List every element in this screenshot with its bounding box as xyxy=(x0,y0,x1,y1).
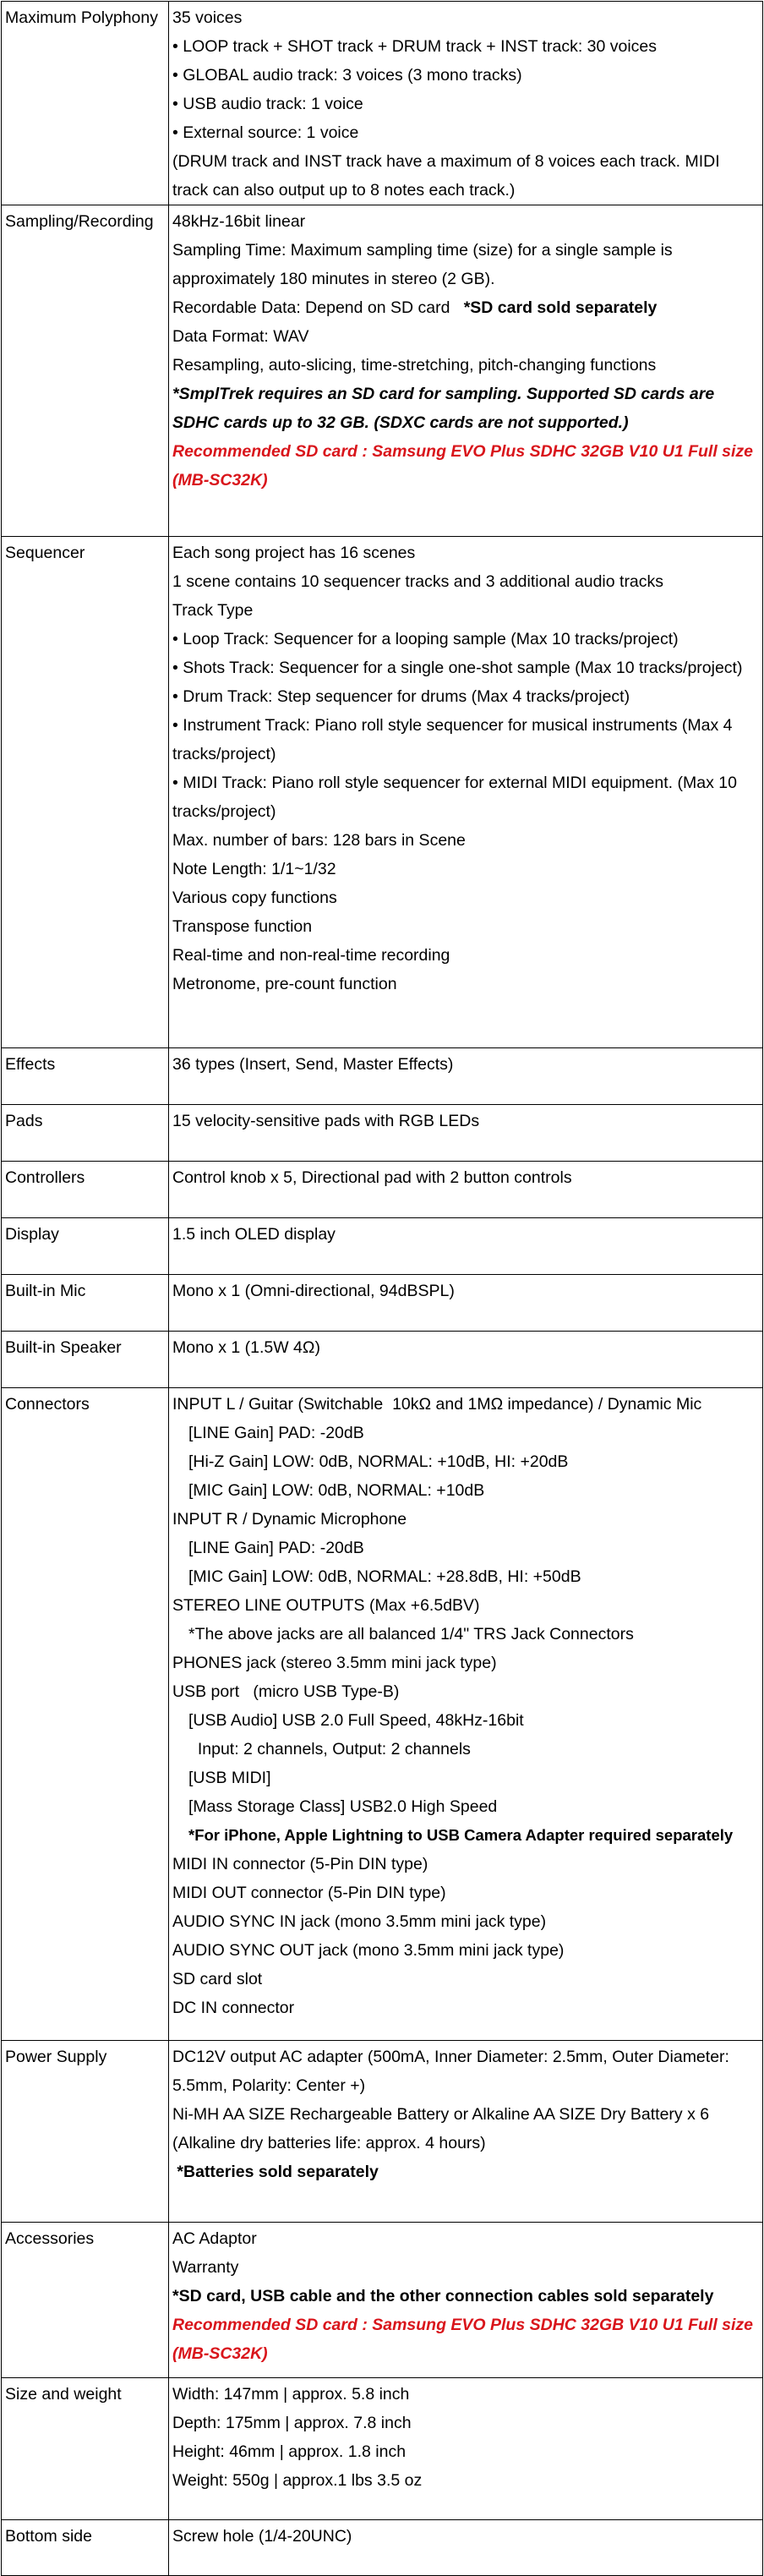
spec-value xyxy=(169,2223,763,2378)
spec-line-text: 1.5 inch OLED display xyxy=(172,1225,336,1244)
spec-line xyxy=(172,2437,759,2466)
spec-label: Built-in Speaker xyxy=(2,1332,169,1388)
spec-line xyxy=(172,322,759,351)
spec-line xyxy=(172,1447,759,1476)
spec-line xyxy=(172,1562,759,1591)
spec-label: Sequencer xyxy=(2,537,169,1048)
spec-row xyxy=(2,1388,763,2041)
spec-line xyxy=(172,2380,759,2409)
spec-line-text: MIDI OUT connector (5-Pin DIN type) xyxy=(172,1884,446,1902)
spec-line xyxy=(172,1107,759,1135)
spec-line xyxy=(172,1649,759,1677)
spec-line-text: [MIC Gain] LOW: 0dB, NORMAL: +10dB xyxy=(188,1481,485,1500)
spec-line xyxy=(172,147,759,205)
spec-line xyxy=(172,3,759,32)
spec-line xyxy=(172,90,759,118)
spec-row xyxy=(2,1332,763,1388)
spec-line-text: AUDIO SYNC IN jack (mono 3.5mm mini jack type) xyxy=(172,1912,547,1931)
spec-line-text: Input: 2 channels, Output: 2 channels xyxy=(188,1740,471,1758)
spec-line-text: Transpose function xyxy=(172,917,313,936)
spec-line xyxy=(172,2311,759,2368)
spec-line-text: [LINE Gain] PAD: -20dB xyxy=(188,1539,364,1557)
spec-line-text: • MIDI Track: Piano roll style sequencer for external MIDI equipment. (Max 10 tracks/project) xyxy=(172,774,742,821)
spec-line xyxy=(172,1764,759,1792)
spec-line xyxy=(172,912,759,941)
spec-label: Display xyxy=(2,1218,169,1275)
spec-line xyxy=(172,1163,759,1192)
spec-line-text: USB port (micro USB Type-B) xyxy=(172,1682,400,1701)
spec-value xyxy=(169,1048,763,1105)
spec-line-text: • GLOBAL audio track: 3 voices (3 mono tracks) xyxy=(172,66,522,85)
spec-value xyxy=(169,205,763,537)
spec-line xyxy=(172,2466,759,2495)
spec-line-text: Height: 46mm | approx. 1.8 inch xyxy=(172,2442,407,2461)
spec-line xyxy=(172,1821,759,1850)
spec-line xyxy=(172,625,759,654)
spec-line-text: *SD card, USB cable and the other connection cables sold separately xyxy=(172,2287,714,2305)
spec-line xyxy=(172,855,759,883)
spec-line-text: • Loop Track: Sequencer for a looping sample (Max 10 tracks/project) xyxy=(172,630,679,648)
spec-line-text: AUDIO SYNC OUT jack (mono 3.5mm mini jack type) xyxy=(172,1941,565,1960)
spec-line-text: 48kHz-16bit linear xyxy=(172,212,306,231)
spec-line-text: 15 velocity-sensitive pads with RGB LEDs xyxy=(172,1112,480,1130)
spec-row xyxy=(2,1105,763,1162)
spec-line xyxy=(172,1879,759,1907)
spec-line xyxy=(172,711,759,768)
spec-value xyxy=(169,1275,763,1332)
spec-label: Connectors xyxy=(2,1388,169,2041)
spec-line-text: (Alkaline dry batteries life: approx. 4 hours) xyxy=(172,2134,486,2152)
spec-line xyxy=(172,1936,759,1965)
spec-line xyxy=(172,2043,759,2100)
spec-line-text: *The above jacks are all balanced 1/4" TRS Jack Connectors xyxy=(188,1625,634,1643)
spec-line-text: *For iPhone, Apple Lightning to USB Camera Adapter required separately xyxy=(188,1826,734,1844)
spec-line-text: • Drum Track: Step sequencer for drums (Max 4 tracks/project) xyxy=(172,687,630,706)
spec-line xyxy=(172,1620,759,1649)
spec-line-text: • External source: 1 voice xyxy=(172,123,359,142)
spec-line-text: Width: 147mm | approx. 5.8 inch xyxy=(172,2385,410,2404)
spec-line xyxy=(172,1476,759,1505)
spec-line-text: Note Length: 1/1~1/32 xyxy=(172,860,336,878)
spec-line xyxy=(172,2409,759,2437)
spec-line-text: Max. number of bars: 128 bars in Scene xyxy=(172,831,466,850)
spec-line-text: Metronome, pre-count function xyxy=(172,975,397,993)
spec-line xyxy=(172,351,759,380)
spec-value xyxy=(169,1332,763,1388)
spec-line xyxy=(172,883,759,912)
spec-line xyxy=(172,1994,759,2022)
spec-line xyxy=(172,970,759,998)
spec-label: Controllers xyxy=(2,1162,169,1218)
spec-row xyxy=(2,1275,763,1332)
spec-line-text: SD card slot xyxy=(172,1970,263,1988)
spec-row xyxy=(2,2223,763,2378)
spec-line-text: Each song project has 16 scenes xyxy=(172,544,416,562)
spec-line-text: Sampling Time: Maximum sampling time (size) for a single sample is approximately 180 minutes in stereo (2 GB). xyxy=(172,241,678,288)
spec-line-text: Track Type xyxy=(172,601,254,620)
spec-line xyxy=(172,1907,759,1936)
spec-line xyxy=(172,682,759,711)
spec-value xyxy=(169,537,763,1048)
spec-line xyxy=(172,1792,759,1821)
spec-line-text: INPUT L / Guitar (Switchable 10kΩ and 1MΩ impedance) / Dynamic Mic xyxy=(172,1395,702,1414)
spec-value xyxy=(169,2378,763,2520)
spec-line-text: [LINE Gain] PAD: -20dB xyxy=(188,1424,364,1442)
spec-line-text: [USB MIDI] xyxy=(188,1769,271,1787)
spec-line xyxy=(172,207,759,236)
spec-line xyxy=(172,2158,759,2186)
spec-label: Pads xyxy=(2,1105,169,1162)
spec-line-text: Resampling, auto-slicing, time-stretching, pitch-changing functions xyxy=(172,356,657,375)
spec-row xyxy=(2,205,763,537)
spec-line xyxy=(172,654,759,682)
spec-line-text: • Shots Track: Sequencer for a single one-shot sample (Max 10 tracks/project) xyxy=(172,659,743,677)
spec-line-text: DC12V output AC adapter (500mA, Inner Diameter: 2.5mm, Outer Diameter: 5.5mm, Polarity: Center +) xyxy=(172,2048,734,2095)
spec-line-text: *Batteries sold separately xyxy=(172,2163,379,2181)
spec-line xyxy=(172,1050,759,1079)
spec-line xyxy=(172,768,759,826)
spec-line-text: 36 types (Insert, Send, Master Effects) xyxy=(172,1055,454,1074)
spec-label: Maximum Polyphony xyxy=(2,2,169,205)
spec-line-text: AC Adaptor xyxy=(172,2229,257,2248)
spec-label: Effects xyxy=(2,1048,169,1105)
spec-value xyxy=(169,1388,763,2041)
spec-line xyxy=(172,1333,759,1362)
spec-line xyxy=(172,941,759,970)
spec-row xyxy=(2,2041,763,2223)
spec-value xyxy=(169,2041,763,2223)
spec-line-text: [MIC Gain] LOW: 0dB, NORMAL: +28.8dB, HI: +50dB xyxy=(188,1567,581,1586)
spec-line xyxy=(172,1505,759,1534)
spec-value xyxy=(169,1105,763,1162)
spec-line xyxy=(172,2129,759,2158)
spec-line-text: [Mass Storage Class] USB2.0 High Speed xyxy=(188,1797,498,1816)
spec-line xyxy=(172,1591,759,1620)
spec-line-text: [USB Audio] USB 2.0 Full Speed, 48kHz-16bit xyxy=(188,1711,524,1730)
spec-line-text: Mono x 1 (Omni-directional, 94dBSPL) xyxy=(172,1282,455,1300)
spec-line xyxy=(172,826,759,855)
spec-row xyxy=(2,1218,763,1275)
spec-line xyxy=(172,567,759,596)
spec-line-text: [Hi-Z Gain] LOW: 0dB, NORMAL: +10dB, HI: +20dB xyxy=(188,1452,569,1471)
spec-line-text: MIDI IN connector (5-Pin DIN type) xyxy=(172,1855,428,1873)
spec-value xyxy=(169,1162,763,1218)
spec-line-text: • Instrument Track: Piano roll style sequencer for musical instruments (Max 4 tracks/project) xyxy=(172,716,737,763)
spec-line-text: STEREO LINE OUTPUTS (Max +6.5dBV) xyxy=(172,1596,480,1615)
spec-row xyxy=(2,537,763,1048)
spec-row xyxy=(2,1048,763,1105)
spec-line-text: (DRUM track and INST track have a maximum of 8 voices each track. MIDI track can also output up to 8 notes each track.) xyxy=(172,152,725,200)
spec-value xyxy=(169,1218,763,1275)
spec-line xyxy=(172,596,759,625)
spec-row xyxy=(2,1162,763,1218)
spec-line xyxy=(172,1850,759,1879)
spec-line xyxy=(172,539,759,567)
spec-line xyxy=(172,1965,759,1994)
spec-label: Built-in Mic xyxy=(2,1275,169,1332)
spec-line-text: *SmplTrek requires an SD card for sampling. Supported SD cards are SDHC cards up to 32 GB. (SDXC cards are not supported.) xyxy=(172,385,719,432)
spec-line-text: Screw hole (1/4-20UNC) xyxy=(172,2527,352,2546)
spec-line xyxy=(172,1419,759,1447)
spec-line xyxy=(172,1277,759,1305)
spec-line xyxy=(172,2522,759,2551)
spec-line xyxy=(172,1706,759,1735)
spec-line xyxy=(172,2224,759,2253)
spec-line-text: • USB audio track: 1 voice xyxy=(172,95,363,113)
spec-line-text: 35 voices xyxy=(172,8,243,27)
spec-line xyxy=(172,61,759,90)
spec-line-text: DC IN connector xyxy=(172,1999,295,2017)
spec-line xyxy=(172,118,759,147)
spec-line-text: Warranty xyxy=(172,2258,239,2277)
spec-row xyxy=(2,2,763,205)
spec-line-text: Depth: 175mm | approx. 7.8 inch xyxy=(172,2414,412,2432)
spec-row xyxy=(2,2520,763,2576)
spec-line-text: Data Format: WAV xyxy=(172,327,309,346)
spec-value xyxy=(169,2520,763,2576)
spec-line-text: PHONES jack (stereo 3.5mm mini jack type) xyxy=(172,1654,497,1672)
spec-line xyxy=(172,32,759,61)
spec-line-text: 1 scene contains 10 sequencer tracks and 3 additional audio tracks xyxy=(172,572,664,591)
spec-line-text: Recommended SD card : Samsung EVO Plus SDHC 32GB V10 U1 Full size (MB-SC32K) xyxy=(172,2316,758,2363)
spec-line-text: Mono x 1 (1.5W 4Ω) xyxy=(172,1338,320,1357)
spec-line-text: Ni-MH AA SIZE Rechargeable Battery or Alkaline AA SIZE Dry Battery x 6 xyxy=(172,2105,710,2124)
spec-line-text: Real-time and non-real-time recording xyxy=(172,946,450,965)
spec-line xyxy=(172,380,759,437)
spec-label: Accessories xyxy=(2,2223,169,2378)
spec-line xyxy=(172,437,759,495)
spec-line xyxy=(172,2100,759,2129)
spec-label: Bottom side xyxy=(2,2520,169,2576)
spec-line-text: Various copy functions xyxy=(172,889,337,907)
spec-label: Power Supply xyxy=(2,2041,169,2223)
spec-line-text: Weight: 550g | approx.1 lbs 3.5 oz xyxy=(172,2471,423,2490)
spec-label: Size and weight xyxy=(2,2378,169,2520)
spec-table xyxy=(1,1,763,2576)
spec-line xyxy=(172,293,759,322)
spec-line-text: INPUT R / Dynamic Microphone xyxy=(172,1510,407,1529)
spec-line-note: *SD card sold separately xyxy=(450,298,658,317)
spec-value xyxy=(169,2,763,205)
spec-row xyxy=(2,2378,763,2520)
spec-line xyxy=(172,2253,759,2282)
spec-line-text: Recommended SD card : Samsung EVO Plus SDHC 32GB V10 U1 Full size (MB-SC32K) xyxy=(172,442,758,489)
spec-line xyxy=(172,236,759,293)
spec-line xyxy=(172,1534,759,1562)
spec-line xyxy=(172,1220,759,1249)
spec-line-text: Recordable Data: Depend on SD card xyxy=(172,298,450,317)
spec-line xyxy=(172,1677,759,1706)
spec-line-text: Control knob x 5, Directional pad with 2 button controls xyxy=(172,1168,572,1187)
spec-line xyxy=(172,2282,759,2311)
spec-label: Sampling/Recording xyxy=(2,205,169,537)
spec-line-text: • LOOP track + SHOT track + DRUM track + INST track: 30 voices xyxy=(172,37,658,56)
spec-table-body xyxy=(2,2,763,2576)
spec-line xyxy=(172,1735,759,1764)
spec-line xyxy=(172,1390,759,1419)
